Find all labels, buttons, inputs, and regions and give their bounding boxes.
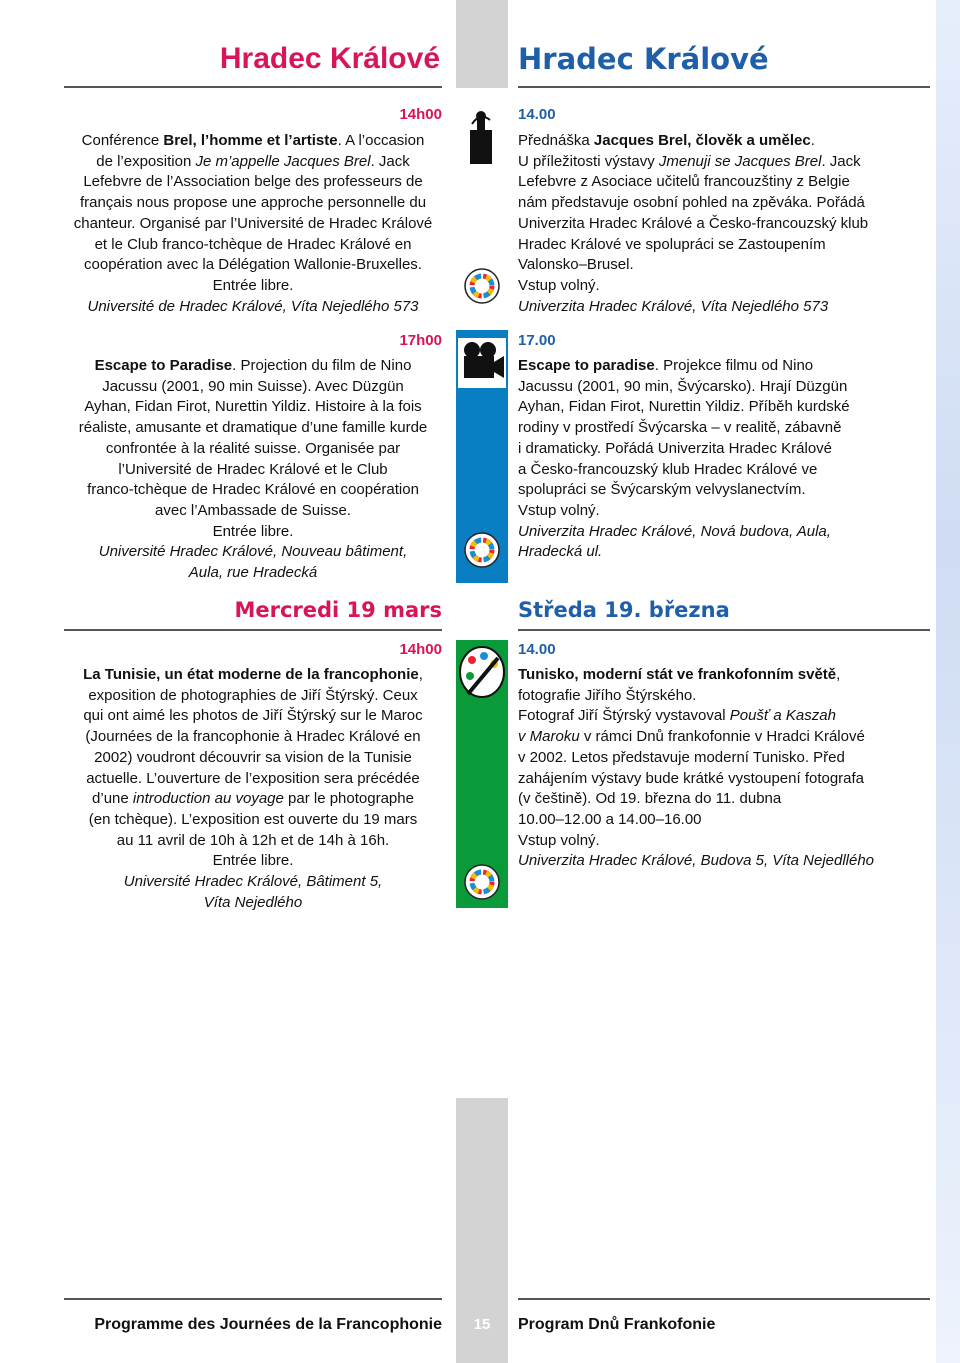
text-line: français nous propose une approche personnelle du [79, 194, 427, 212]
text-line: Université Hradec Králové, Bâtiment 5, [123, 873, 383, 891]
text-line: Valonsko–Brusel. [518, 256, 634, 274]
text-line: Lefebvre de l’Association belge des professeurs de [83, 173, 423, 191]
footer-rule-cz [518, 1298, 930, 1300]
text-line: d’une introduction au voyage par le photographe [92, 790, 414, 808]
text-line: Hradec Králové ve spolupráci se Zastoupením [518, 235, 826, 253]
text-line: franco-tchèque de Hradec Králové en coopération [87, 481, 419, 499]
event-description-cz [518, 131, 918, 317]
event-description-fr [64, 356, 442, 584]
header-rule-cz [518, 86, 930, 88]
film-camera-icon [458, 338, 506, 388]
text-line: confrontée à la réalité suisse. Organisée par [105, 439, 401, 457]
text-line: spolupráci se Švýcarským velvyslanectvím. [518, 481, 806, 499]
right-decorative-stripe [936, 0, 960, 1363]
text-line: (en tchèque). L’exposition est ouverte du 19 mars [88, 810, 418, 828]
microphone-icon [458, 108, 506, 168]
text-line: Escape to Paradise. Projection du film de Nino [94, 357, 412, 374]
text-line: U příležitosti výstavy Jmenuji se Jacques Brel. Jack [518, 152, 861, 170]
text-line: (Journées de la francophonie à Hradec Králové en [85, 728, 421, 746]
day-heading-cz: Středa 19. března [518, 598, 730, 622]
text-line: Entrée libre. [212, 852, 294, 870]
text-line: actuelle. L’ouverture de l’exposition sera précédée [86, 769, 420, 787]
footer-title-cz: Program Dnů Frankofonie [518, 1316, 716, 1333]
text-line: Aula, rue Hradecká [188, 564, 318, 582]
venue-ring-icon [458, 860, 506, 904]
event-description-cz [518, 356, 918, 563]
venue-ring-icon [458, 528, 506, 572]
center-gray-band-top [456, 0, 508, 88]
text-line: Vstup volný. [518, 501, 600, 519]
text-line: l’Université de Hradec Králové et le Club [118, 460, 388, 478]
text-line: au 11 avril de 10h à 12h et de 14h à 16h. [116, 831, 390, 849]
text-line: Université de Hradec Králové, Víta Nejedlého 573 [87, 297, 419, 315]
text-line: chanteur. Organisé par l’Université de Hradec Králové [73, 214, 433, 232]
text-line: Hradecká ul. [518, 543, 603, 561]
day-rule-cz [518, 629, 930, 631]
text-line: Jacussu (2001, 90 min, Švýcarsko). Hrají Düzgün [518, 377, 848, 395]
text-line: 2002) voudront découvrir sa vision de la Tunisie [94, 748, 412, 766]
text-line: Univerzita Hradec Králové, Budova 5, Víta Nejedllého [518, 852, 875, 870]
event-time-cz: 17.00 [518, 332, 556, 349]
page-title-fr: Hradec Králové [219, 42, 440, 75]
text-line: nám představuje osobní pohled na zpěváka. Pořádá [518, 194, 865, 212]
text-line: i dramaticky. Pořádá Univerzita Hradec Králové [518, 439, 833, 457]
text-line: Univerzita Hradec Králové a Česko-francouzský klub [518, 214, 869, 232]
text-line: Vstup volný. [518, 276, 600, 294]
text-line: Jacussu (2001, 90 min Suisse). Avec Düzgün [102, 377, 404, 395]
footer-rule-fr [64, 1298, 442, 1300]
page-title-cz: Hradec Králové [518, 42, 769, 76]
text-line: coopération avec la Délégation Wallonie-Bruxelles. [84, 256, 422, 274]
text-line: Víta Nejedlého [203, 893, 303, 911]
event-description-fr [64, 131, 442, 317]
event-time-fr: 17h00 [399, 332, 442, 349]
text-line: et le Club franco-tchèque de Hradec Králové en [94, 235, 412, 253]
text-line: La Tunisie, un état moderne de la francophonie, [83, 666, 423, 683]
page-number: 15 [473, 1316, 491, 1333]
text-line: v 2002. Letos představuje moderní Tunisko. Před [518, 748, 845, 766]
text-line: réaliste, amusante et dramatique d’une famille kurde [78, 419, 428, 437]
venue-ring-icon [458, 264, 506, 308]
event-time-fr: 14h00 [399, 106, 442, 123]
event-time-cz: 14.00 [518, 641, 556, 658]
text-line: Tunisko, moderní stát ve frankofonním světě, [518, 666, 841, 683]
text-line: Fotograf Jiří Štýrský vystavoval Poušť a Kaszah [518, 707, 836, 725]
text-line: rodiny v prostředí Švýcarska – v realitě, zábavně [518, 419, 842, 437]
text-line: Univerzita Hradec Králové, Víta Nejedlého 573 [518, 297, 829, 315]
text-line: Vstup volný. [518, 831, 600, 849]
text-line: Université Hradec Králové, Nouveau bâtiment, [98, 543, 408, 561]
text-line: zahájením výstavy bude krátké vystoupení fotografa [518, 769, 865, 787]
event-description-fr [64, 665, 442, 913]
day-rule-fr [64, 629, 442, 631]
day-heading-fr: Mercredi 19 mars [234, 598, 442, 622]
text-line: v Maroku v rámci Dnů frankofonnie v Hradci Králové [518, 728, 865, 746]
text-line: (v češtině). Od 19. března do 11. dubna [518, 790, 782, 808]
footer-title-fr: Programme des Journées de la Francophonie [94, 1316, 442, 1333]
header-rule-fr [64, 86, 442, 88]
text-line: Ayhan, Fidan Firot, Nurettin Yildiz. Histoire à la fois [84, 398, 422, 416]
text-line: Entrée libre. [212, 522, 294, 540]
text-line: qui ont aimé les photos de Jiří Štýrský sur le Maroc [83, 707, 423, 725]
text-line: 10.00–12.00 a 14.00–16.00 [518, 810, 702, 828]
text-line: fotografie Jiřího Štýrského. [518, 686, 697, 704]
event-time-fr: 14h00 [399, 641, 442, 658]
text-line: de l’exposition Je m’appelle Jacques Brel. Jack [96, 152, 410, 170]
event-time-cz: 14.00 [518, 106, 556, 123]
text-line: Entrée libre. [212, 276, 294, 294]
text-line: exposition de photographies de Jiří Štýrský. Ceux [88, 686, 418, 704]
text-line: Lefebvre z Asociace učitelů francouzštiny z Belgie [518, 173, 850, 191]
palette-icon [458, 644, 506, 700]
text-line: a Česko-francouzský klub Hradec Králové ve [518, 460, 818, 478]
text-line: Ayhan, Fidan Firot, Nurettin Yildiz. Příběh kurdské [518, 398, 850, 416]
text-line: Přednáška Jacques Brel, člověk a umělec. [518, 132, 815, 149]
text-line: Escape to paradise. Projekce filmu od Nino [518, 357, 814, 374]
event-description-cz [518, 665, 918, 872]
text-line: Conférence Brel, l’homme et l’artiste. A l’occasion [81, 132, 425, 149]
text-line: avec l’Ambassade de Suisse. [155, 501, 351, 519]
text-line: Univerzita Hradec Králové, Nová budova, Aula, [518, 522, 831, 540]
